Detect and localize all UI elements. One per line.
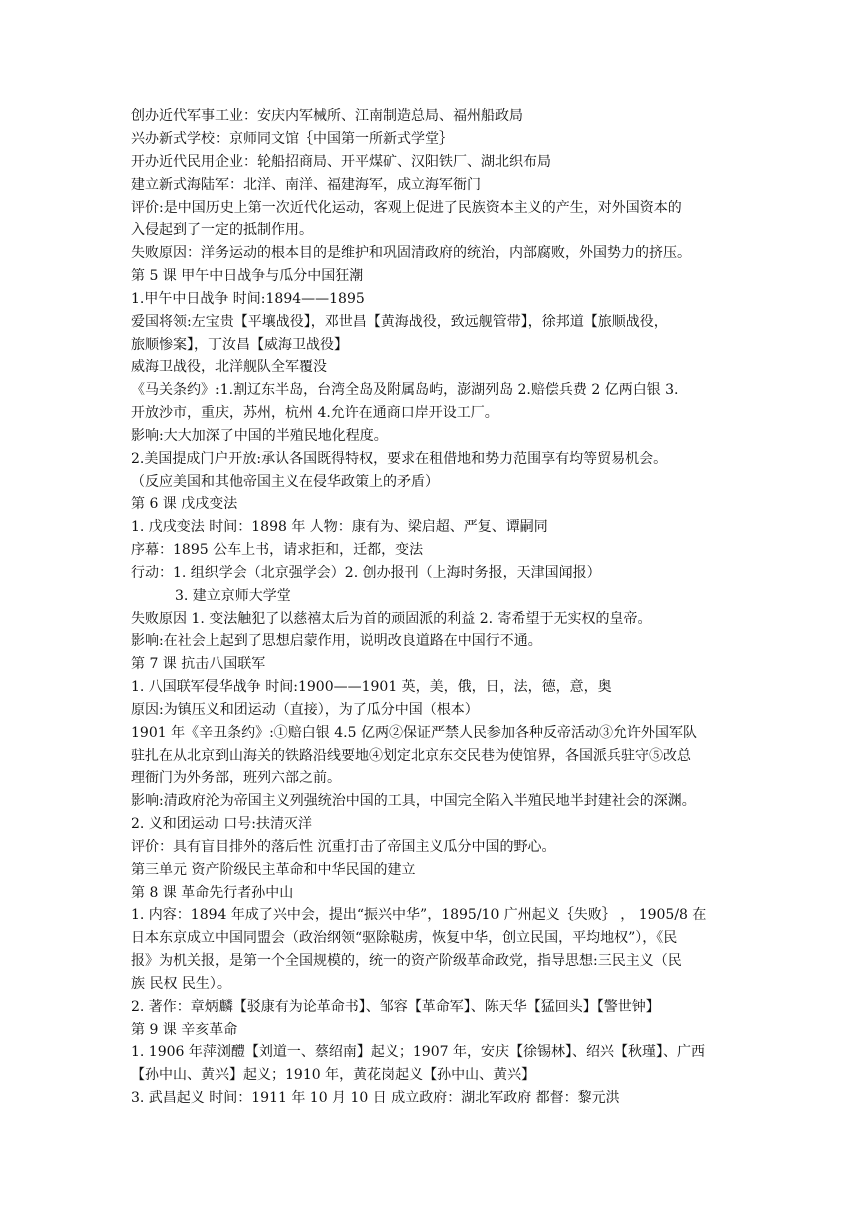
text-line: 1.甲午中日战争 时间:1894——1895 (131, 291, 365, 307)
section-heading: 第 5 课 甲午中日战争与瓜分中国狂潮 (131, 268, 364, 284)
section-heading: 第 6 课 戊戌变法 (131, 496, 238, 512)
text-line: 威海卫战役，北洋舰队全军覆没 (131, 359, 327, 375)
text-line: 失败原因：洋务运动的根本目的是维护和巩固清政府的统治，内部腐败，外国势力的挤压。 (131, 245, 691, 261)
text-line: 理衙门为外务部，班列六部之前。 (131, 770, 341, 786)
text-line: 【孙中山、黄兴】起义；1910 年，黄花岗起义【孙中山、黄兴】 (131, 1067, 536, 1083)
text-line: 1. 1906 年萍浏醴【刘道一、蔡绍南】起义；1907 年，安庆【徐锡林】、绍兴【秋瑾】、广西 (131, 1044, 705, 1060)
text-line: 2. 义和团运动 口号:扶清灭洋 (131, 816, 312, 832)
text-line: 1. 内容：1894 年成了兴中会，提出“振兴中华”，1895/10 广州起义｛失败｝ ， 1905/8 在 (131, 907, 707, 923)
text-line: 1. 戊戌变法 时间：1898 年 人物：康有为、梁启超、严复、谭嗣同 (131, 519, 548, 535)
section-heading: 第 8 课 革命先行者孙中山 (131, 885, 294, 901)
text-line: 评价:是中国历史上第一次近代化运动，客观上促进了民族资本主义的产生，对外国资本的 (131, 200, 682, 216)
text-line: 日本东京成立中国同盟会（政治纲领“驱除鞑虏，恢复中华，创立民国，平均地权”），《民 (131, 930, 678, 946)
text-line: 3. 建立京师大学堂 (175, 588, 291, 604)
text-line: 失败原因 1. 变法触犯了以慈禧太后为首的顽固派的利益 2. 寄希望于无实权的皇帝。 (131, 611, 652, 627)
text-line: 报》为机关报，是第一个全国规模的，统一的资产阶级革命政党，指导思想:三民主义（民 (131, 953, 682, 969)
section-heading: 第 7 课 抗击八国联军 (131, 656, 266, 672)
text-line: 驻扎在从北京到山海关的铁路沿线要地④划定北京东交民巷为使馆界，各国派兵驻守⑤改总 (131, 748, 691, 764)
text-line: 影响:大大加深了中国的半殖民地化程度。 (131, 428, 388, 444)
text-line: 入侵起到了一定的抵制作用。 (131, 222, 313, 238)
text-line: 影响:在社会上起到了思想启蒙作用，说明改良道路在中国行不通。 (131, 633, 542, 649)
text-line: 创办近代军事工业：安庆内军械所、江南制造总局、福州船政局 (131, 108, 523, 124)
text-line: 《马关条约》:1.割辽东半岛，台湾全岛及附属岛屿，澎湖列岛 2.赔偿兵费 2 亿两白银 3. (131, 382, 679, 398)
text-line: 兴办新式学校：京师同文馆｛中国第一所新式学堂｝ (131, 131, 453, 147)
text-line: 爱国将领:左宝贵【平壤战役】，邓世昌【黄海战役，致远舰管带】，徐邦道【旅顺战役， (131, 314, 668, 330)
text-line: 族 民权 民生）。 (131, 976, 231, 992)
text-line: （反应美国和其他帝国主义在侵华政策上的矛盾） (131, 474, 439, 490)
text-line: 建立新式海陆军：北洋、南洋、福建海军，成立海军衙门 (131, 177, 481, 193)
text-line: 开办近代民用企业：轮船招商局、开平煤矿、汉阳铁厂、湖北织布局 (131, 154, 551, 170)
text-line: 旅顺惨案】，丁汝昌【威海卫战役】 (131, 337, 348, 353)
text-line: 影响:清政府沦为帝国主义列强统治中国的工具，中国完全陷入半殖民地半封建社会的深渊。 (131, 793, 696, 809)
text-line: 评价：具有盲目排外的落后性 沉重打击了帝国主义瓜分中国的野心。 (131, 839, 556, 855)
text-line: 行动：1. 组织学会（北京强学会）2. 创办报刊（上海时务报，天津国闻报） (131, 565, 601, 581)
text-line: 原因:为镇压义和团运动（直接），为了瓜分中国（根本） (131, 702, 479, 718)
unit-heading: 第三单元 资产阶级民主革命和中华民国的建立 (131, 862, 416, 878)
section-heading: 第 9 课 辛亥革命 (131, 1022, 238, 1038)
text-line: 1901 年《辛丑条约》:①赔白银 4.5 亿两②保证严禁人民参加各种反帝活动③允许外国军队 (131, 725, 697, 741)
text-line: 2. 著作：章炳麟【驳康有为论革命书】、邹容【革命军】、陈天华【猛回头】【警世钟】 (131, 999, 660, 1015)
text-line: 序幕：1895 公车上书，请求拒和，迁都，变法 (131, 542, 424, 558)
text-line: 开放沙市，重庆，苏州，杭州 4.允许在通商口岸开设工厂。 (131, 405, 499, 421)
text-line: 3. 武昌起义 时间：1911 年 10 月 10 日 成立政府：湖北军政府 都督：黎元洪 (131, 1090, 620, 1106)
text-line: 1. 八国联军侵华战争 时间:1900——1901 英，美，俄，日，法，德，意，奥 (131, 679, 612, 695)
text-line: 2.美国提成门户开放:承认各国既得特权，要求在租借地和势力范围享有均等贸易机会。 (131, 451, 668, 467)
